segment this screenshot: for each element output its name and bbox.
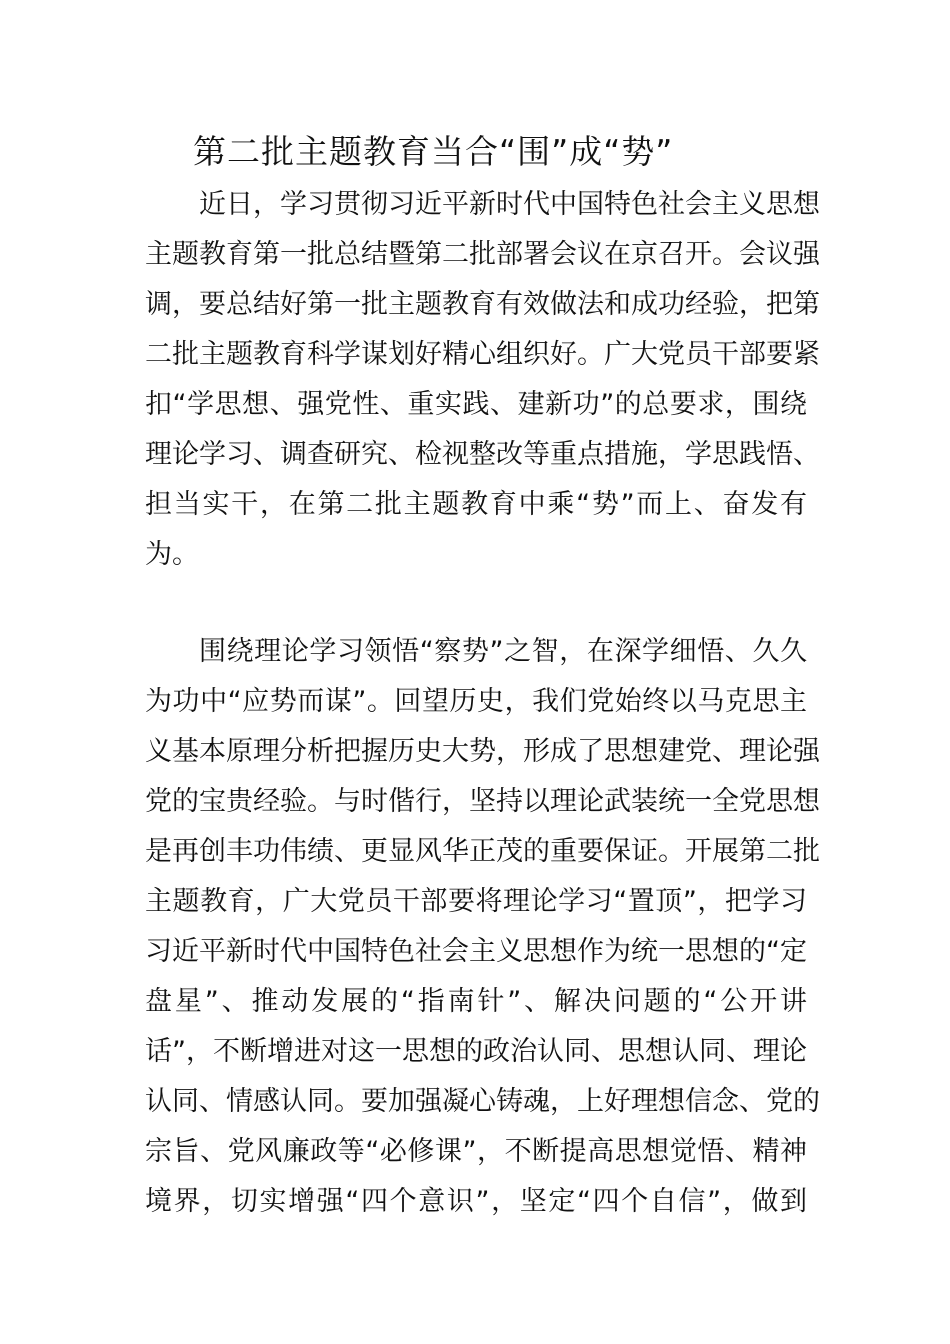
paragraph-line: 近日，学习贯彻习近平新时代中国特色社会主义思想: [199, 189, 820, 220]
paragraph-line: 宗旨、党风廉政等“必修课”，不断提高思想觉悟、精神: [145, 1136, 807, 1167]
paragraph-line: 围绕理论学习领悟“察势”之智，在深学细悟、久久: [199, 636, 807, 667]
paragraph-line: 习近平新时代中国特色社会主义思想作为统一思想的“定: [145, 936, 807, 967]
paragraph-line: 境界，切实增强“四个意识”，坚定“四个自信”，做到: [145, 1186, 807, 1217]
paragraph-line: 主题教育，广大党员干部要将理论学习“置顶”，把学习: [145, 886, 807, 917]
paragraph-line: 是再创丰功伟绩、更显风华正茂的重要保证。开展第二批: [145, 836, 820, 867]
paragraph-line: 盘星”、推动发展的“指南针”、解决问题的“公开讲: [145, 986, 807, 1017]
paragraph-line: 为功中“应势而谋”。回望历史，我们党始终以马克思主: [145, 686, 807, 717]
paragraph-line: 话”，不断增进对这一思想的政治认同、思想认同、理论: [145, 1036, 807, 1067]
paragraph-line: 党的宝贵经验。与时偕行，坚持以理论武装统一全党思想: [145, 786, 820, 817]
paragraph-line: 主题教育第一批总结暨第二批部署会议在京召开。会议强: [145, 239, 820, 270]
paragraph-line: 调，要总结好第一批主题教育有效做法和成功经验，把第: [145, 289, 820, 320]
document-title: 第二批主题教育当合“围”成“势”: [193, 132, 674, 171]
paragraph-line: 理论学习、调查研究、检视整改等重点措施，学思践悟、: [145, 439, 820, 470]
paragraph-line: 认同、情感认同。要加强凝心铸魂，上好理想信念、党的: [145, 1086, 820, 1117]
paragraph-line: 扣“学思想、强党性、重实践、建新功”的总要求，围绕: [145, 389, 807, 420]
paragraph-line: 二批主题教育科学谋划好精心组织好。广大党员干部要紧: [145, 339, 820, 370]
paragraph-line: 担当实干，在第二批主题教育中乘“势”而上、奋发有: [145, 489, 807, 520]
paragraph-line: 为。: [145, 539, 199, 570]
paragraph-line: 义基本原理分析把握历史大势，形成了思想建党、理论强: [145, 736, 820, 767]
paragraph-intro: [145, 180, 820, 580]
paragraph-theory-study: [145, 627, 820, 1227]
